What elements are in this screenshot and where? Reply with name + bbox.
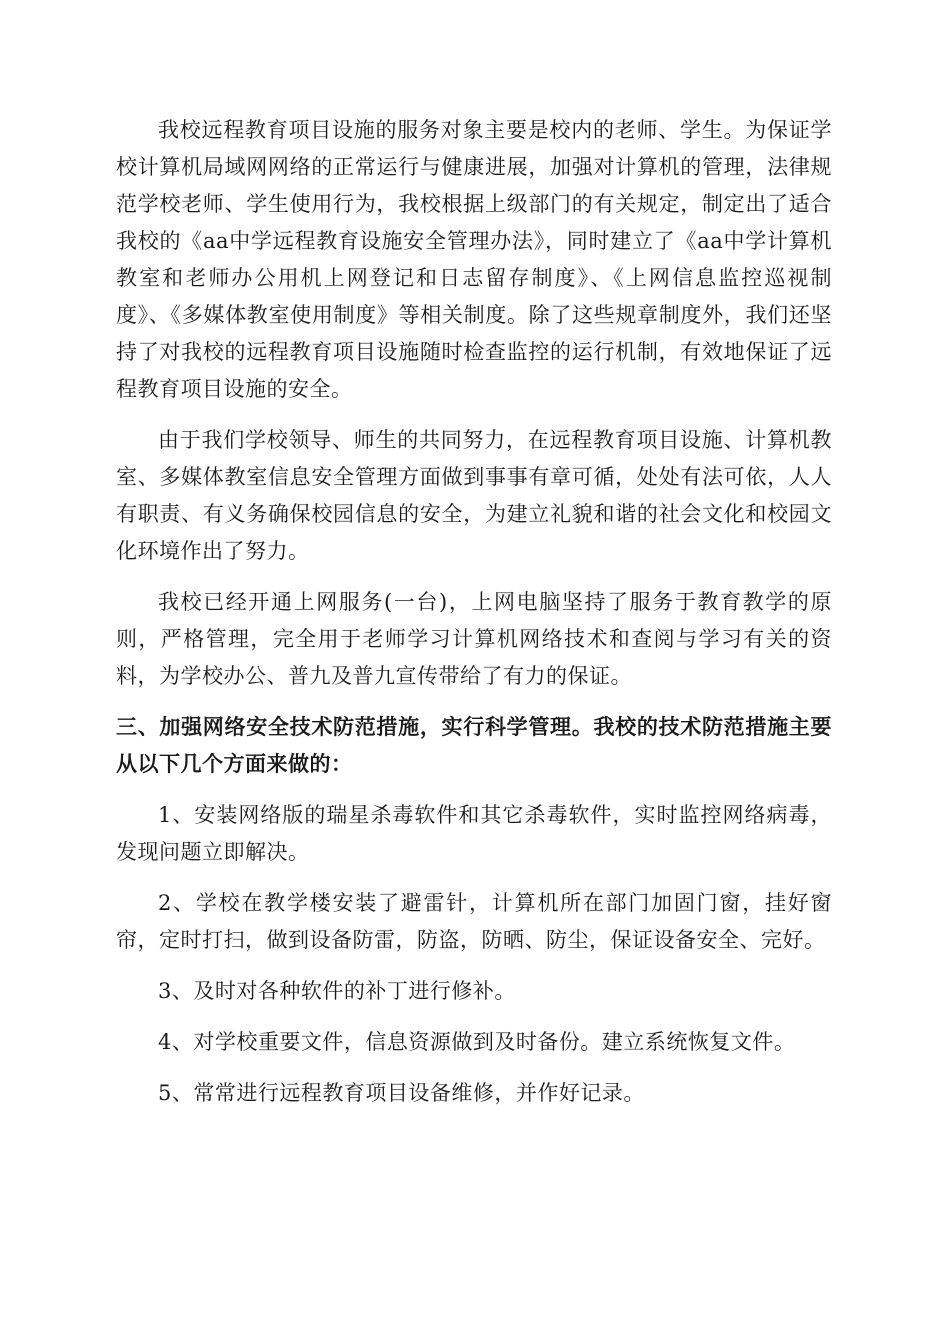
- section-heading: 三、加强网络安全技术防范措施，实行科学管理。我校的技术防范措施主要从以下几个方面来做的：: [116, 715, 832, 776]
- list-item: 3、及时对各种软件的补丁进行修补。: [158, 979, 516, 1003]
- paragraph-internet-service: 我校已经开通上网服务(一台)，上网电脑坚持了服务于教育教学的原则，严格管理，完全用于老师学习计算机网络技术和查阅与学习有关的资料，为学校办公、普九及普九宣传带给了有力的保证。: [116, 590, 832, 688]
- document-body: [116, 112, 832, 1112]
- paragraph-joint-effort: 由于我们学校领导、师生的共同努力，在远程教育项目设施、计算机教室、多媒体教室信息安全管理方面做到事事有章可循，处处有法可依，人人有职责、有义务确保校园信息的安全，为建立礼貌和谐的社会文化和校园文化环境作出了努力。: [116, 428, 832, 563]
- list-item: 5、常常进行远程教育项目设备维修，并作好记录。: [158, 1081, 645, 1105]
- paragraph-facility-management: 我校远程教育项目设施的服务对象主要是校内的老师、学生。为保证学校计算机局域网网络的正常运行与健康进展，加强对计算机的管理，法律规范学校老师、学生使用行为，我校根据上级部门的有关规定，制定出了适合我校的《aa中学远程教育设施安全管理办法》，同时建立了《aa中学计算机教室和老师办公用机上网登记和日志留存制度》、《上网信息监控巡视制度》、《多媒体教室使用制度》等相关制度。除了这些规章制度外，我们还坚持了对我校的远程教育项目设施随时检查监控的运行机制，有效地保证了远程教育项目设施的安全。: [116, 118, 832, 401]
- list-item: 2、学校在教学楼安装了避雷针，计算机所在部门加固门窗，挂好窗帘，定时打扫，做到设备防雷，防盗，防晒、防尘，保证设备安全、完好。: [116, 891, 832, 952]
- list-item: 1、安装网络版的瑞星杀毒软件和其它杀毒软件，实时监控网络病毒，发现问题立即解决。: [116, 803, 832, 864]
- list-item: 4、对学校重要文件，信息资源做到及时备份。建立系统恢复文件。: [158, 1030, 796, 1054]
